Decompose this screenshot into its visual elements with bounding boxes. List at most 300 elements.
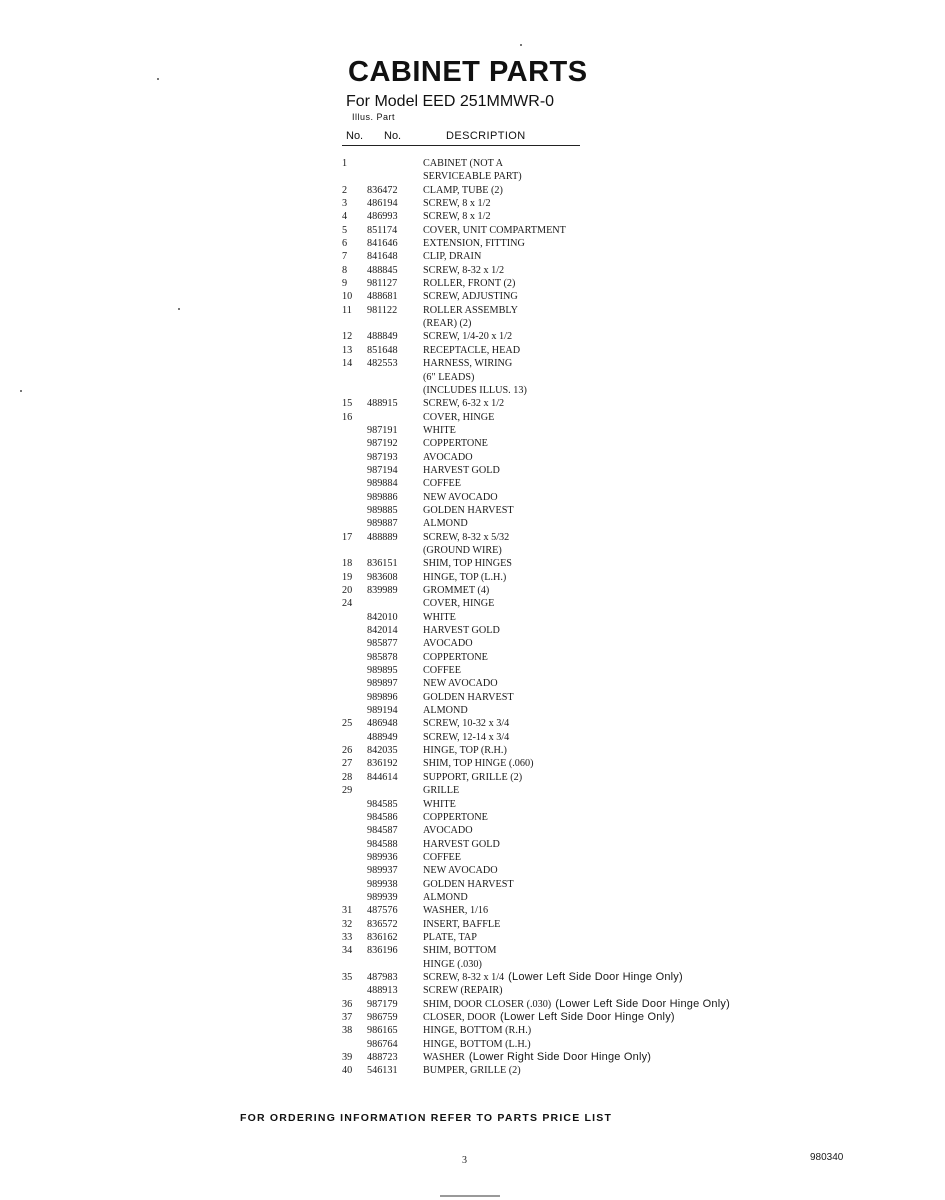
part-description [423,771,522,784]
part-number: 985878 [367,651,398,663]
part-number: 983608 [367,571,398,583]
part-number: 987179 [367,998,398,1010]
part-row [342,838,802,851]
part-row [342,664,802,677]
part-row [342,611,802,624]
part-row [342,277,802,290]
part-description [423,664,461,677]
part-row [342,691,802,704]
part-row [342,984,802,997]
part-number: 836572 [367,918,398,930]
part-description-text: COPPERTONE [423,651,488,663]
part-row [342,891,802,904]
illus-number: 28 [342,771,353,783]
part-row [342,904,802,917]
part-description-text: (REAR) (2) [423,318,472,330]
part-description-text: SHIM, TOP HINGES [423,558,512,570]
part-row [342,371,802,384]
part-row [342,864,802,877]
part-description [423,397,504,410]
handwritten-note: (Lower Left Side Door Hinge Only) [500,1011,675,1023]
part-description-text: CLAMP, TUBE (2) [423,184,503,196]
scan-speck [520,44,522,46]
illus-number: 13 [342,344,353,356]
part-description [423,691,514,704]
part-description-text: SCREW, 10-32 x 3/4 [423,718,510,730]
part-description-text: SCREW, 8-32 x 1/4 [423,971,505,983]
part-row [342,424,802,437]
part-row [342,1011,802,1024]
part-number: 989194 [367,705,398,717]
part-description [423,317,471,330]
part-row [342,384,802,397]
part-row [342,411,802,424]
part-description [423,504,514,517]
part-description-text: COFFEE [423,851,461,863]
part-description [423,704,468,717]
document-number: 980340 [810,1152,844,1163]
part-description-text: GOLDEN HARVEST [423,691,514,703]
illus-number: 11 [342,304,352,316]
part-description [423,411,494,424]
part-description-text: COVER, HINGE [423,411,495,423]
part-description [423,197,491,210]
part-number: 836151 [367,558,398,570]
part-description [423,1064,521,1077]
part-row [342,704,802,717]
illus-number: 33 [342,931,353,943]
part-row [342,197,802,210]
part-row [342,157,802,170]
part-description-text: WASHER [423,1052,465,1064]
part-number: 488913 [367,985,398,997]
part-description [423,157,503,170]
part-description-text: SHIM, BOTTOM [423,945,497,957]
illus-number: 32 [342,918,353,930]
part-number: 985877 [367,638,398,650]
description-header: DESCRIPTION [446,130,526,142]
part-description [423,798,456,811]
scan-speck [157,78,159,80]
part-description [423,744,507,757]
part-number: 989938 [367,878,398,890]
handwritten-note: (Lower Left Side Door Hinge Only) [508,970,683,983]
part-row [342,798,802,811]
part-number: 486993 [367,211,398,223]
part-row [342,851,802,864]
part-row [342,437,802,450]
illus-number: 27 [342,758,353,770]
part-description [423,944,496,957]
part-description [423,651,488,664]
illus-number: 18 [342,558,353,570]
part-number: 836472 [367,184,398,196]
part-number: 989886 [367,491,398,503]
part-description [423,277,515,290]
part-row [342,330,802,343]
page-title: CABINET PARTS [348,56,588,88]
part-row [342,784,802,797]
part-description-text: (6" LEADS) [423,371,475,383]
part-description [423,384,527,397]
part-row [342,1064,802,1077]
part-description [423,464,500,477]
illus-number: 17 [342,531,353,543]
illus-number: 2 [342,184,348,196]
part-row [342,731,802,744]
part-description-text: BUMPER, GRILLE (2) [423,1065,521,1077]
part-description-text: SCREW, 1/4-20 x 1/2 [423,331,513,343]
part-row [342,531,802,544]
part-description-text: AVOCADO [423,451,473,463]
illus-no-header: No. [346,130,364,142]
part-description-text: ROLLER ASSEMBLY [423,304,518,316]
part-description [423,170,522,183]
part-row [342,237,802,250]
part-description [423,731,509,744]
part-row [342,1038,802,1051]
part-description-text: SCREW, 6-32 x 1/2 [423,398,505,410]
part-description-text: COFFEE [423,665,461,677]
part-number: 836162 [367,931,398,943]
scan-speck [20,390,22,392]
part-description [423,624,500,637]
part-description-text: HARVEST GOLD [423,838,500,850]
part-description [423,237,525,250]
part-row [342,944,802,957]
model-subtitle: For Model EED 251MMWR-0 [346,93,555,110]
part-row [342,918,802,931]
illus-number: 15 [342,398,353,410]
part-number: 989936 [367,851,398,863]
part-description-text: COVER, UNIT COMPARTMENT [423,224,566,236]
part-row [342,717,802,730]
part-description [423,571,506,584]
part-row [342,504,802,517]
parts-list [342,157,802,1078]
part-number: 842010 [367,611,398,623]
part-row [342,811,802,824]
part-row [342,771,802,784]
part-description-text: HINGE, TOP (L.H.) [423,571,507,583]
part-description-text: SHIM, TOP HINGE (.060) [423,758,534,770]
part-description-text: NEW AVOCADO [423,491,498,503]
illus-number: 8 [342,264,348,276]
part-description [423,757,533,770]
part-description [423,424,456,437]
part-number: 987193 [367,451,398,463]
illus-number: 26 [342,745,353,757]
part-row [342,170,802,183]
part-number: 487576 [367,905,398,917]
part-row [342,451,802,464]
part-number: 989896 [367,691,398,703]
part-number: 488723 [367,1052,398,1064]
part-row [342,397,802,410]
part-description [423,931,477,944]
part-number: 989885 [367,504,398,516]
part-description [423,838,500,851]
part-description-text: ALMOND [423,705,468,717]
part-row [342,250,802,263]
part-number: 851174 [367,224,398,236]
part-description [423,584,489,597]
part-number: 984587 [367,825,398,837]
illus-number: 38 [342,1025,353,1037]
part-number: 981127 [367,278,398,290]
part-description [423,1011,675,1024]
part-number: 487983 [367,971,398,983]
part-number: 844614 [367,771,398,783]
part-description-text: SCREW, 8 x 1/2 [423,198,491,210]
illus-number: 20 [342,585,353,596]
part-number: 482553 [367,358,398,370]
illus-number: 10 [342,291,353,303]
part-description [423,224,566,237]
part-number: 989939 [367,891,398,903]
part-number: 987194 [367,464,398,476]
part-row [342,971,802,984]
part-row [342,958,802,971]
part-no-header: No. [384,130,402,142]
part-description [423,971,683,984]
handwritten-note: (Lower Left Side Door Hinge Only) [555,997,730,1010]
part-description [423,637,473,650]
part-row [342,264,802,277]
part-row [342,491,802,504]
part-description-text: SERVICEABLE PART) [423,171,522,183]
illus-number: 6 [342,238,348,250]
part-description [423,344,520,357]
part-number: 488915 [367,398,398,410]
part-number: 981122 [367,304,398,316]
part-description [423,437,488,450]
part-description [423,557,512,570]
illus-number: 12 [342,331,353,343]
part-description [423,918,500,931]
part-number: 851648 [367,344,398,356]
part-number: 986764 [367,1038,398,1050]
part-description-text: HINGE, BOTTOM (R.H.) [423,1025,532,1037]
illus-number: 9 [342,278,348,290]
part-number: 486948 [367,718,398,730]
illus-number: 4 [342,211,348,223]
illus-number: 5 [342,224,348,236]
part-description-text: ALMOND [423,891,468,903]
part-description [423,1038,531,1051]
part-number: 984586 [367,811,398,823]
part-description-text: SCREW, 12-14 x 3/4 [423,731,510,743]
part-description-text: WHITE [423,424,456,436]
part-row [342,677,802,690]
part-number: 836192 [367,758,398,770]
part-description [423,904,488,917]
illus-number: 25 [342,718,353,730]
part-description-text: HINGE, BOTTOM (L.H.) [423,1038,531,1050]
part-description-text: HARVEST GOLD [423,625,500,637]
illus-number: 7 [342,251,348,263]
part-description-text: (INCLUDES ILLUS. 13) [423,384,527,396]
part-row [342,344,802,357]
part-number: 842014 [367,625,398,637]
part-description-text: RECEPTACLE, HEAD [423,344,521,356]
part-number: 986759 [367,1012,398,1023]
part-row [342,824,802,837]
part-description-text: COPPERTONE [423,438,488,450]
part-description [423,1051,651,1064]
part-number: 836196 [367,945,398,957]
part-number: 839989 [367,585,398,596]
part-number: 987192 [367,438,398,450]
part-number: 984585 [367,798,398,810]
part-number: 989937 [367,865,398,877]
part-description [423,784,459,797]
part-number: 842035 [367,745,398,757]
part-description-text: INSERT, BAFFLE [423,918,501,930]
part-description-text: AVOCADO [423,638,473,650]
part-description-text: ROLLER, FRONT (2) [423,278,516,290]
part-description [423,824,473,837]
part-number: 989897 [367,678,398,690]
part-number: 841648 [367,251,398,263]
part-description [423,998,730,1011]
part-row [342,744,802,757]
part-description-text: HINGE, TOP (R.H.) [423,745,507,757]
part-row [342,544,802,557]
illus-number: 29 [342,785,353,797]
part-row [342,637,802,650]
part-row [342,931,802,944]
part-description [423,290,518,303]
part-row [342,557,802,570]
part-description-text: SCREW, 8 x 1/2 [423,211,491,223]
part-number: 488845 [367,264,398,276]
part-row [342,184,802,197]
part-description [423,544,502,557]
part-description [423,1024,531,1037]
part-row [342,584,802,597]
part-description [423,184,503,197]
part-description-text: SCREW (REPAIR) [423,985,503,997]
part-description-text: CABINET (NOT A [423,158,503,169]
part-row [342,317,802,330]
part-row [342,224,802,237]
part-number: 488889 [367,531,398,543]
part-number: 486194 [367,198,398,210]
part-number: 984588 [367,838,398,850]
part-description-text: WHITE [423,611,456,623]
part-description-text: SCREW, 8-32 x 5/32 [423,531,510,543]
part-description-text: GRILLE [423,785,460,797]
part-description [423,811,488,824]
part-number: 546131 [367,1065,398,1077]
part-description-text: SCREW, ADJUSTING [423,291,518,303]
illus-number: 19 [342,571,353,583]
part-row [342,1024,802,1037]
part-row [342,571,802,584]
illus-number: 16 [342,411,353,423]
part-description-text: COVER, HINGE [423,598,495,610]
illus-part-header: Illus. Part [352,112,396,122]
part-description-text: SCREW, 8-32 x 1/2 [423,264,505,276]
page-number: 3 [462,1155,467,1166]
illus-number: 34 [342,945,353,957]
part-number: 488949 [367,731,398,743]
illus-number: 14 [342,358,353,370]
part-description-text: NEW AVOCADO [423,865,498,877]
part-description-text: WHITE [423,798,456,810]
part-description [423,677,498,690]
illus-number: 31 [342,905,353,917]
part-description-text: COFFEE [423,478,461,490]
illus-number: 24 [342,598,353,610]
handwritten-note: (Lower Right Side Door Hinge Only) [468,1051,652,1064]
part-description-text: CLIP, DRAIN [423,251,482,263]
part-description-text: GOLDEN HARVEST [423,504,514,516]
part-row [342,210,802,223]
part-description [423,851,461,864]
part-number: 488681 [367,291,398,303]
part-row [342,517,802,530]
part-description-text: SHIM, DOOR CLOSER (.030) [423,998,552,1010]
illus-number: 37 [342,1012,353,1023]
illus-number: 1 [342,158,348,169]
part-number: 989884 [367,478,398,490]
part-description [423,451,473,464]
part-description-text: (GROUND WIRE) [423,544,502,556]
part-description [423,531,509,544]
part-row [342,464,802,477]
part-number: 841646 [367,238,398,250]
part-number: 989887 [367,518,398,530]
part-description-text: HARVEST GOLD [423,464,500,476]
part-row [342,477,802,490]
part-description [423,878,514,891]
part-row [342,597,802,610]
part-number: 987191 [367,424,398,436]
part-description-text: AVOCADO [423,825,473,837]
part-description-text: PLATE, TAP [423,931,477,943]
header-rule [342,145,580,146]
ordering-info-footer: FOR ORDERING INFORMATION REFER TO PARTS PRICE LIST [240,1112,613,1124]
part-description-text: EXTENSION, FITTING [423,238,525,250]
part-row [342,304,802,317]
part-description-text: CLOSER, DOOR [423,1012,497,1023]
part-row [342,357,802,370]
scan-speck [440,1195,500,1197]
part-description [423,958,482,971]
part-description-text: COPPERTONE [423,811,488,823]
part-description-text: GROMMET (4) [423,585,490,596]
part-description-text: SUPPORT, GRILLE (2) [423,771,523,783]
part-description-text: NEW AVOCADO [423,678,498,690]
part-description [423,984,503,997]
part-row [342,878,802,891]
part-description-text: HARNESS, WIRING [423,358,513,370]
part-row [342,651,802,664]
part-description [423,597,494,610]
part-description [423,891,468,904]
part-number: 986165 [367,1025,398,1037]
part-description [423,864,498,877]
part-description [423,611,456,624]
part-description [423,250,481,263]
illus-number: 40 [342,1065,353,1077]
part-description [423,210,491,223]
part-row [342,998,802,1011]
illus-number: 36 [342,998,353,1010]
part-description [423,477,461,490]
